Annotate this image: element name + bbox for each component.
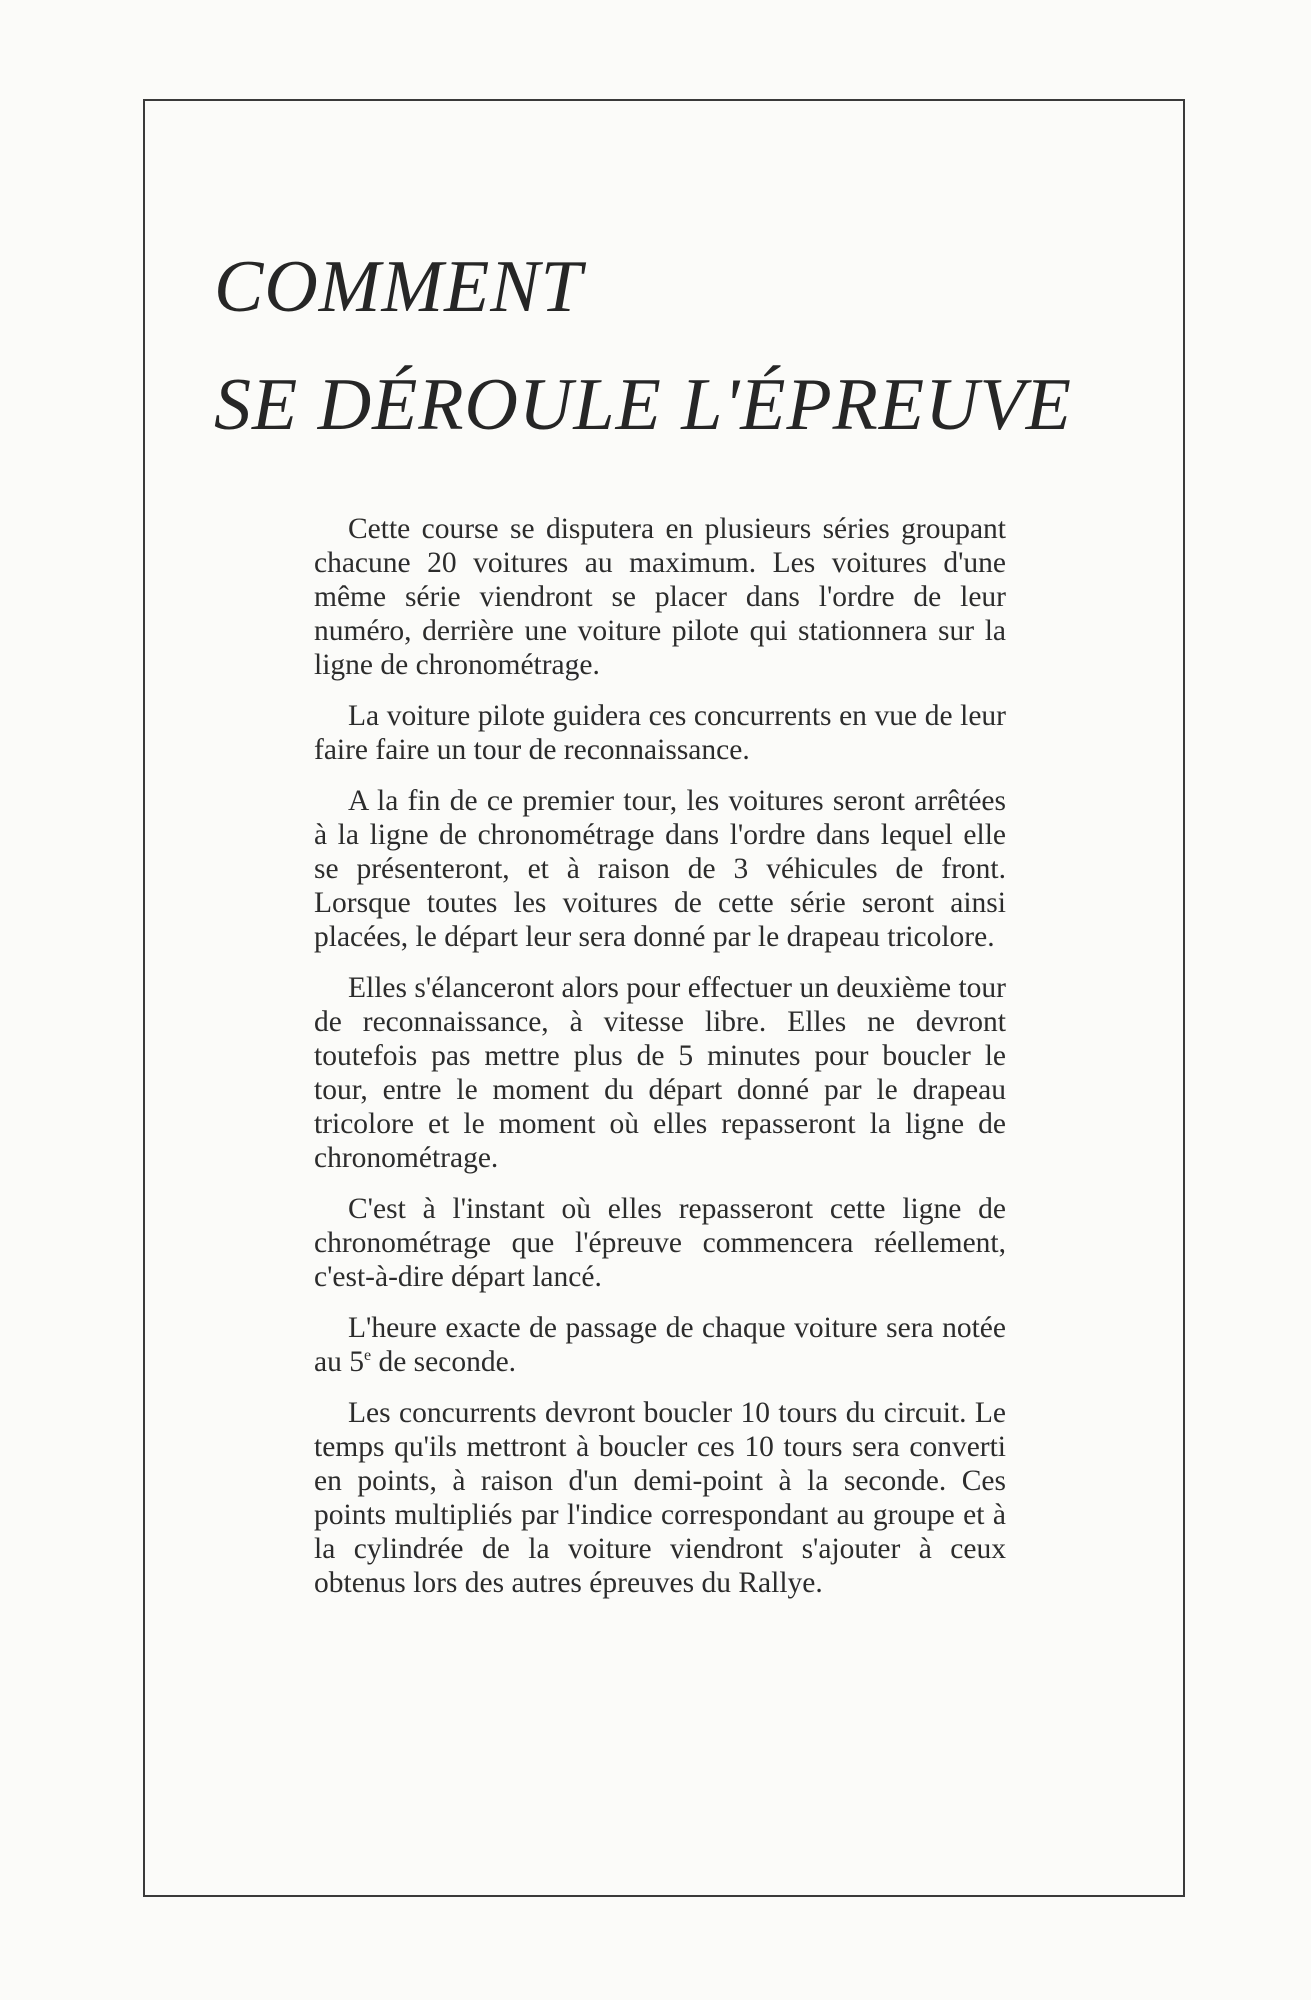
timing-text-after: de seconde.	[371, 1346, 517, 1378]
title-line-2: SE DÉROULE L'ÉPREUVE	[214, 364, 1072, 446]
paragraph-series: Cette course se disputera en plusieurs séries groupant chacune 20 voitures au maximum. Les voitures d'une même série viendront se placer dans l'ordre de leur numéro, derrière une voiture pilote qui stationnera sur la ligne de chronométrage.	[314, 513, 1006, 681]
body-text	[314, 512, 1006, 1617]
page-title	[214, 228, 1072, 464]
paragraph-second-lap: Elles s'élanceront alors pour effectuer un deuxième tour de reconnaissance, à vitesse libre. Elles ne devront toutefois pas mettre plus de 5 minutes pour boucler le tour, entre le moment du départ donné par le drapeau tricolore et le moment où elles repasseront la ligne de chronométrage.	[314, 972, 1006, 1174]
paragraph-first-lap: A la fin de ce premier tour, les voitures seront arrêtées à la ligne de chronométrage dans l'ordre dans lequel elle se présenteront, et à raison de 3 véhicules de front. Lorsque toutes les voitures de cette série seront ainsi placées, le départ leur sera donné par le drapeau tricolore.	[314, 785, 1006, 953]
paragraph-pilot-car: La voiture pilote guidera ces concurrents en vue de leur faire faire un tour de reconnaissance.	[314, 700, 1006, 766]
timing-superscript: e	[363, 1347, 372, 1365]
title-line-1: COMMENT	[214, 246, 583, 328]
paragraph-start: C'est à l'instant où elles repasseront cette ligne de chronométrage que l'épreuve commencera réellement, c'est-à-dire départ lancé.	[314, 1193, 1006, 1293]
timing-text-before: L'heure exacte de passage de chaque voiture sera notée au 5	[314, 1312, 1006, 1378]
paragraph-timing	[314, 1311, 1006, 1379]
paragraph-scoring: Les concurrents devront boucler 10 tours du circuit. Le temps qu'ils mettront à boucler ces 10 tours sera converti en points, à raison d'un demi-point à la seconde. Ces points multipliés par l'indice correspondant au groupe et à la cylindrée de la voiture viendront s'ajouter à ceux obtenus lors des autres épreuves du Rallye.	[314, 1397, 1006, 1599]
